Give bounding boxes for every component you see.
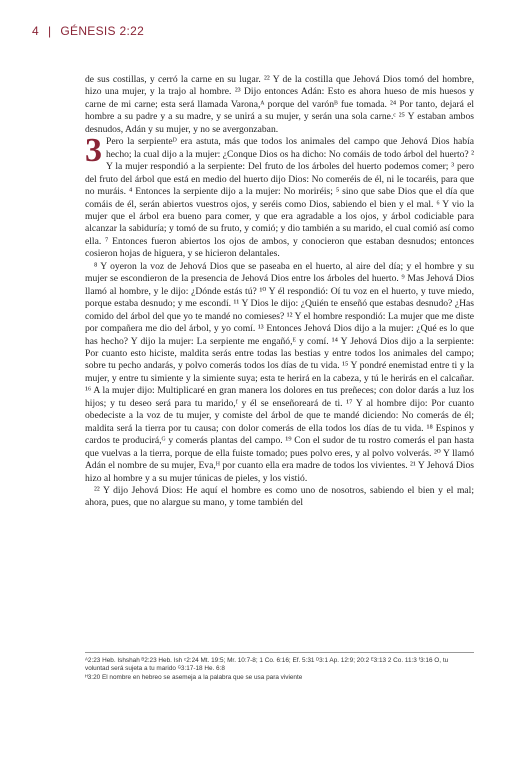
footnotes (85, 657, 474, 682)
footnote-line: ᴬ2:23 Heb. Ishshah ᴮ2:23 Heb. Ish ᶜ2:24 Mt. 19:5; Mr. 10:7-8; 1 Co. 6:16; Ef. 5:31 ᴰ3:1 Ap. 12:9; 20:2 ᴱ3:13 2 Co. 11:3 ᶠ3:16 O, tu voluntad será sujeta a tu marido ᴳ3:17-18 He. 6:8 (85, 657, 449, 673)
paragraph-verse-8: ⁸ Y oyeron la voz de Jehová Dios que se paseaba en el huerto, al aire del día; y el hombre y su mujer se escondieron de la presencia de Jehová Dios entre los árboles del huerto. ⁹ Mas Jehová Dios llamó al hombre, y le dijo: ¿Dónde estás tú? ¹⁰ Y él respondió: Oí tu voz en el huerto, y tuve miedo, porque estaba desnudo; y me escondí. ¹¹ Y Dios le dijo: ¿Quién te enseñó que estabas desnudo? ¿Has comido del árbol del que yo te mandé no comieses? ¹² Y el hombre respondió: La mujer que me diste por compañera me dio del árbol, y yo comí. ¹³ Entonces Jehová Dios dijo a la mujer: ¿Qué es lo que has hecho? Y dijo la mujer: La serpiente me engañó,ᴱ y comí. ¹⁴ Y Jehová Dios dijo a la serpiente: Por cuanto esto hiciste, maldita serás entre todas las bestias y entre todos los animales del campo; sobre tu pecho andarás, y polvo comerás todos los días de tu vida. ¹⁵ Y pondré enemistad entre ti y la mujer, y entre tu simiente y la simiente suya; esta te herirá en la cabeza, y tú le herirás en el calcañar. ¹⁶ A la mujer dijo: Multiplicaré en gran manera los dolores en tus preñeces; con dolor darás a luz los hijos; y tu deseo será para tu marido,ᶠ y él se enseñoreará de ti. ¹⁷ Y al hombre dijo: Por cuanto obedeciste a la voz de tu mujer, y comiste del árbol de que te mandé diciendo: No comerás de él; maldita será la tierra por tu causa; con dolor comerás de ella todos los días de tu vida. ¹⁸ Espinos y cardos te producirá,ᴳ y comerás plantas del campo. ¹⁹ Con el sudor de tu rostro comerás el pan hasta que vuelvas a la tierra, porque de ella fuiste tomado; pues polvo eres, y al polvo volverás. ²⁰ Y llamó Adán el nombre de su mujer, Eva,ᴴ por cuanto ella era madre de todos los vivientes. ²¹ Y Jehová Dios hizo al hombre y a su mujer túnicas de pieles, y los vistió. (85, 260, 474, 484)
running-title: GÉNESIS 2:22 (60, 24, 145, 38)
chapter-number: 3 (85, 132, 102, 170)
header-separator: | (47, 24, 52, 38)
footnote-line: ᴴ3:20 El nombre en hebreo se asemeja a la palabra que se usa para viviente (85, 673, 303, 681)
page-number: 4 (32, 24, 39, 38)
scripture-text (85, 74, 474, 510)
footnote-divider (85, 652, 474, 653)
paragraph-genesis-2-end: de sus costillas, y cerró la carne en su lugar. ²² Y de la costilla que Jehová Dios tomó del hombre, hizo una mujer, y la trajo al hombre. ²³ Dijo entonces Adán: Esto es ahora hueso de mis huesos y carne de mi carne; esta será llamada Varona,ᴬ porque del varónᴮ fue tomada. ²⁴ Por tanto, dejará el hombre a su padre y a su madre, y se unirá a su mujer, y serán una sola carne.ᶜ ²⁵ Y estaban ambos desnudos, Adán y su mujer, y no se avergonzaban. (85, 74, 474, 135)
running-header (32, 24, 144, 38)
chapter-3-text: Pero la serpienteᴰ era astuta, más que todos los animales del campo que Jehová Dios había hecho; la cual dijo a la mujer: ¿Conque Dios os ha dicho: No comáis de todo árbol del huerto? ² Y la mujer respondió a la serpiente: Del fruto de los árboles del huerto podemos comer; ³ pero del fruto del árbol que está en medio del huerto dijo Dios: No comeréis de él, ni le tocaréis, para que no muráis. ⁴ Entonces la serpiente dijo a la mujer: No moriréis; ⁵ sino que sabe Dios que el día que comáis de él, serán abiertos vuestros ojos, y seréis como Dios, sabiendo el bien y el mal. ⁶ Y vio la mujer que el árbol era bueno para comer, y que era agradable a los ojos, y árbol codiciable para alcanzar la sabiduría; y tomó de su fruto, y comió; y dio también a su marido, el cual comió así como ella. ⁷ Entonces fueron abiertos los ojos de ambos, y conocieron que estaban desnudos; entonces cosieron hojas de higuera, y se hicieron delantales. (85, 136, 474, 260)
paragraph-verse-22: ²² Y dijo Jehová Dios: He aquí el hombre es como uno de nosotros, sabiendo el bien y el mal; ahora, pues, que no alargue su mano, y tome también del (85, 484, 474, 509)
paragraph-chapter-3-opening (85, 132, 474, 261)
